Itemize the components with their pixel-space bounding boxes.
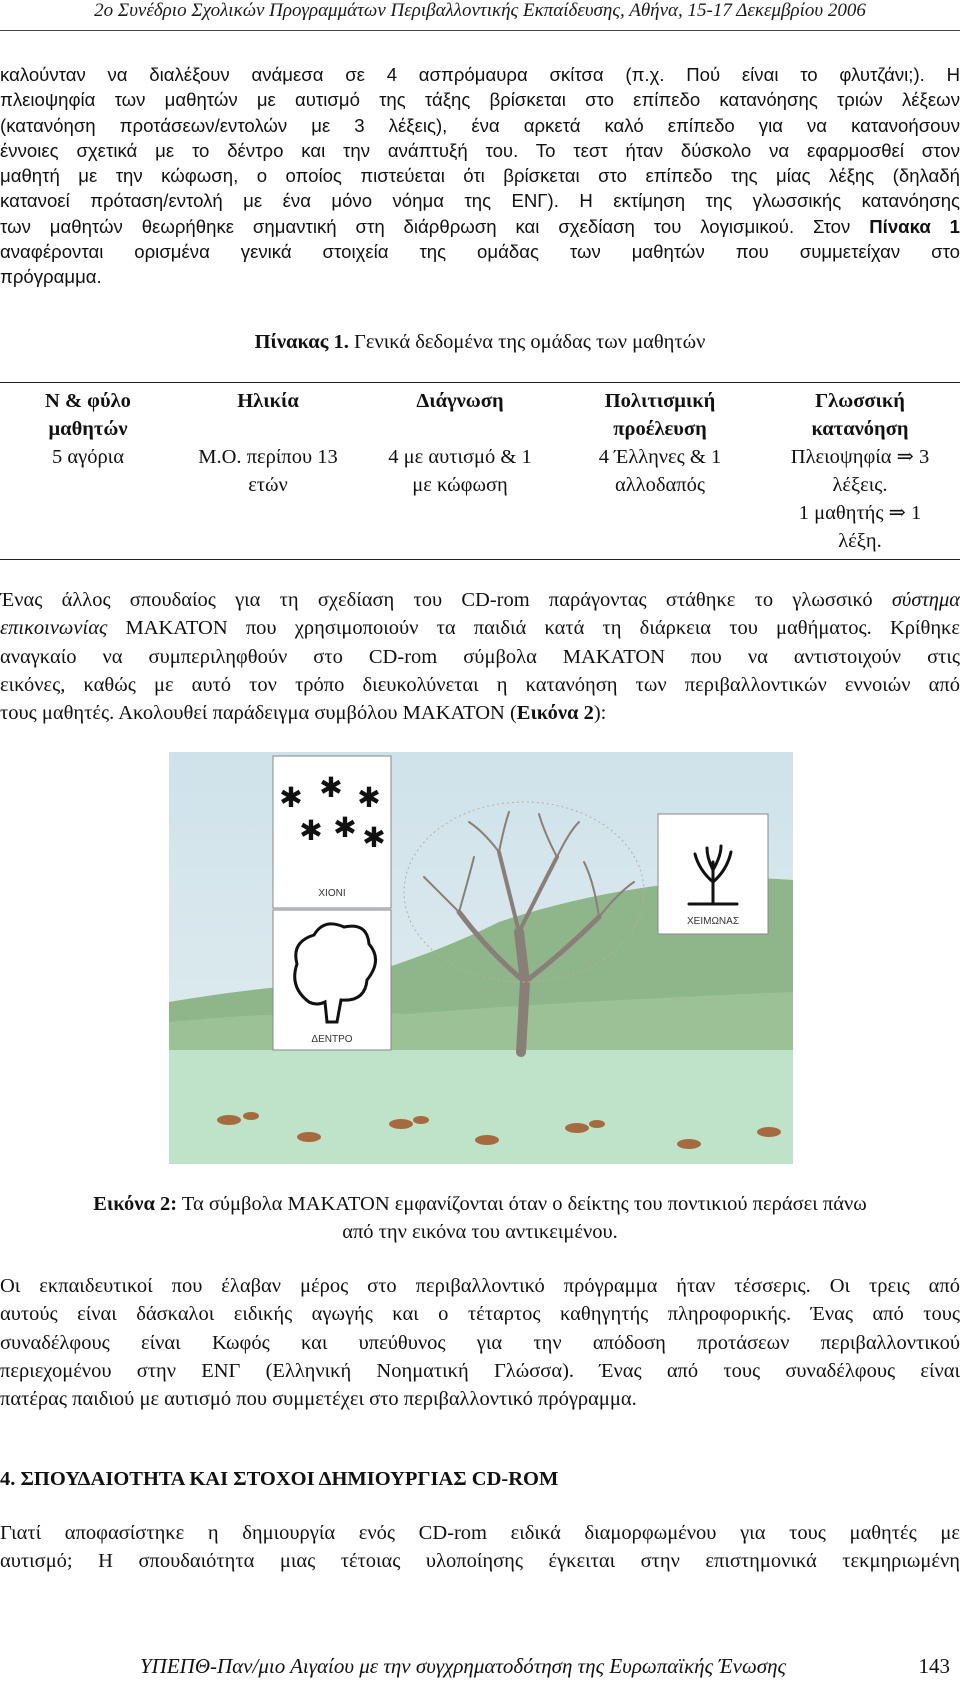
text-line: αναγκαίο να συμπεριληφθούν στο CD-rom σύμβολα ΜΑΚΑΤΟΝ που να αντιστοιχούν στις xyxy=(0,645,960,668)
text-line: πατέρας παιδιού με αυτισμό που συμμετέχει στο περιβαλλοντικό πρόγραμμα. xyxy=(0,1388,637,1411)
text-line: αναφέρονται ορισμένα γενικά στοιχεία της ομάδας των μαθητών που συμμετείχαν στο xyxy=(0,241,960,263)
text-line: καλούνταν να διαλέξουν ανάμεσα σε 4 ασπρόμαυρα σκίτσα (π.χ. Πού είναι το φλυτζάνι;). Η xyxy=(0,64,960,85)
table-caption xyxy=(0,331,960,354)
header-rule xyxy=(0,30,960,31)
makaton-figure xyxy=(169,752,793,1164)
text-line: Γιατί αποφασίστηκε η δημιουργία ενός CD-rom ειδικά διαμορφωμένου για τους μαθητές με xyxy=(0,1522,960,1544)
snow-label: ΧΙΟΝΙ xyxy=(318,888,346,899)
text-line: μαθητή με την κώφωση, ο οποίος πιστεύεται ότι βρίσκεται στο επίπεδο της μίας λέξης (δηλαδή xyxy=(0,165,960,187)
text-line: επικοινωνίας ΜΑΚΑΤΟΝ που χρησιμοποιούν τα παιδιά κατά τη διάρκεια του μαθήματος. Κρίθηκε xyxy=(0,617,960,640)
header-diagnosis: Διάγνωση xyxy=(416,390,504,412)
paragraph-makaton xyxy=(0,586,960,727)
header-origin: Πολιτισμική προέλευση xyxy=(604,390,716,440)
table-row xyxy=(0,443,960,560)
text-line: περιεχομένου στην ΕΝΓ (Ελληνική Νοηματική Γλώσσα). Ένας από τους συναδέλφους είναι xyxy=(0,1359,960,1382)
snowflake-icon: ✱ xyxy=(319,771,343,804)
footer-text: ΥΠΕΠΘ-Παν/μιο Αιγαίου με την συγχρηματοδότηση της Ευρωπαϊκής Ένωσης xyxy=(140,1654,787,1678)
header-number-gender: Ν & φύλο μαθητών xyxy=(45,390,131,440)
text-line: (κατανόηση προτάσεων/εντολών με 3 λέξεις), ένα αρκετά καλό επίπεδο για να κατανοήσουν xyxy=(0,114,960,136)
figure-caption-label: Εικόνα 2: xyxy=(93,1193,178,1215)
ground xyxy=(169,1050,793,1164)
text-line: αυτούς είναι δάσκαλοι ειδικής αγωγής και ο τέταρτος καθηγητής πληροφορικής. Ένας από τους xyxy=(0,1303,960,1326)
text-line: εικόνες, καθώς με αυτό τον τρόπο διευκολύνεται η κατανόηση των περιβαλλοντικών εννοιών από xyxy=(0,673,960,696)
table-caption-label: Πίνακας 1. xyxy=(254,331,349,353)
cell-age: Μ.Ο. περίπου 13 ετών xyxy=(198,446,338,496)
table-caption-text: Γενικά δεδομένα της ομάδας των μαθητών xyxy=(348,331,706,353)
paragraph-importance xyxy=(0,1519,960,1576)
text-line: πρόγραμμα. xyxy=(0,266,102,288)
text-line-part: των μαθητών θεωρήθηκε σημαντική στη διάρθρωση και σχεδίαση του λογισμικού. Στον xyxy=(0,215,851,237)
student-data-table xyxy=(0,382,960,560)
cell-diagnosis: 4 με αυτισμό & 1 με κώφωση xyxy=(388,446,532,496)
snowflake-icon: ✱ xyxy=(299,814,323,847)
snowflake-icon: ✱ xyxy=(357,781,381,814)
text-line: Οι εκπαιδευτικοί που έλαβαν μέρος στο περιβαλλοντικό πρόγραμμα ήταν τέσσερις. Οι τρεις από xyxy=(0,1275,960,1297)
snowflake-icon: ✱ xyxy=(362,821,386,854)
tree-card xyxy=(273,910,391,1050)
text-line: κατανοεί πρόταση/εντολή με ένα μόνο νόημα της ΕΝΓ). Η εκτίμηση της γλωσσικής κατανόησης xyxy=(0,190,960,212)
snowflake-icon: ✱ xyxy=(333,811,357,844)
figure-reference: Εικόνα 2 xyxy=(516,702,594,725)
cell-origin: 4 Έλληνες & 1 αλλοδαπός xyxy=(598,446,722,496)
text-line: συναδέλφους είναι Κωφός και υπεύθυνος για την απόδοση προτάσεων περιβαλλοντικού xyxy=(0,1331,960,1354)
snowflake-icon: ✱ xyxy=(279,781,303,814)
paragraph-language-level xyxy=(0,62,960,290)
table-reference: Πίνακα 1 xyxy=(869,215,960,237)
running-header: 2ο Συνέδριο Σχολικών Προγραμμάτων Περιβαλλοντικής Εκπαίδευσης, Αθήνα, 15-17 Δεκεμβρίου 2006 xyxy=(94,0,866,21)
section-heading: 4. ΣΠΟΥΔΑΙΟΤΗΤΑ ΚΑΙ ΣΤΟΧΟΙ ΔΗΜΙΟΥΡΓΙΑΣ CD-ROM xyxy=(0,1468,559,1490)
text-line: τους μαθητές. Ακολουθεί παράδειγμα συμβόλου ΜΑΚΑΤΟΝ (Εικόνα 2): xyxy=(0,702,607,725)
cell-language: Πλειοψηφία ⇒ 3 λέξεις. 1 μαθητής ⇒ 1 λέξη. xyxy=(790,446,930,552)
text-line xyxy=(0,214,960,239)
figure-caption: Εικόνα 2: Τα σύμβολα ΜΑΚΑΤΟΝ εμφανίζονται όταν ο δείκτης του ποντικιού περάσει πάνω από την εικόνα του αντικειμένου. xyxy=(93,1193,867,1243)
paragraph-teachers xyxy=(0,1272,960,1413)
text-line: πλειοψηφία των μαθητών με αυτισμό της τάξης βρίσκεται στο επίπεδο κατανόησης τριών λέξεων xyxy=(0,89,960,111)
winter-label: ΧΕΙΜΩΝΑΣ xyxy=(687,916,739,927)
table-header-row xyxy=(0,383,960,444)
snow-card xyxy=(273,756,391,908)
text-line: έννοιες σχετικά με το δέντρο και την ανάπτυξή του. Το τεστ ήταν δύσκολο να εφαρμοσθεί στον xyxy=(0,139,960,161)
cell-number-gender: 5 αγόρια xyxy=(52,446,124,468)
tree-label: ΔΕΝΤΡΟ xyxy=(311,1034,353,1045)
header-age: Ηλικία xyxy=(237,390,299,412)
makaton-scene xyxy=(169,752,793,1164)
text-line: αυτισμό; Η σπουδαιότητα μιας τέτοιας υλοποίησης έγκειται στην επιστημονικά τεκμηριωμένη xyxy=(0,1550,960,1573)
page-number: 143 xyxy=(918,1654,950,1678)
winter-card xyxy=(658,814,768,934)
text-line: Ένας άλλος σπουδαίος για τη σχεδίαση του CD-rom παράγοντας στάθηκε το γλωσσικό σύστημα xyxy=(0,589,960,611)
header-language: Γλωσσική κατανόηση xyxy=(811,390,909,440)
